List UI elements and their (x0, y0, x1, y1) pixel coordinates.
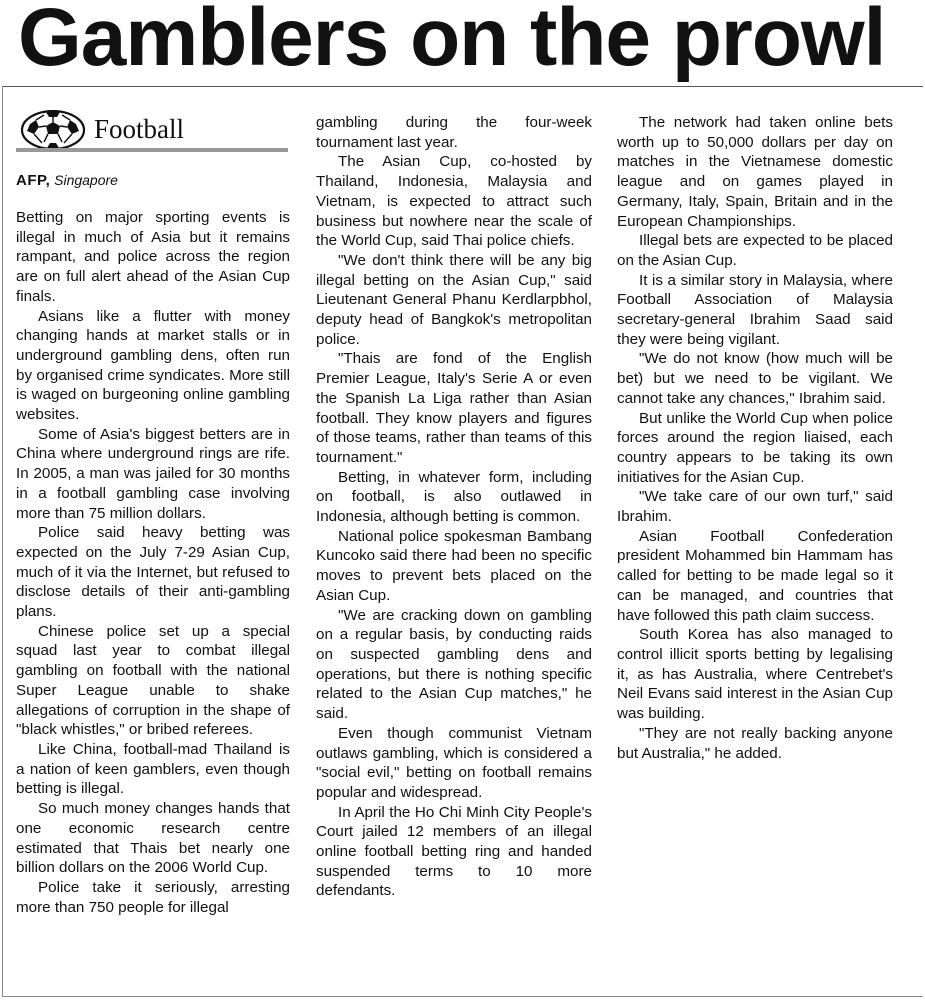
article-column-2 (316, 113, 592, 901)
article-paragraph: Betting on major sporting events is illegal in much of Asia but it remains rampant, and police across the region are on full alert ahead of the Asian Cup finals. (16, 209, 290, 305)
article-paragraph: Betting, in whatever form, including on football, is also outlawed in Indonesia, although betting is common. (316, 468, 592, 526)
article-paragraph: So much money changes hands that one economic research centre estimated that Thais bet nearly one billion dollars on the 2006 World Cup. (16, 800, 290, 877)
article-paragraph: Chinese police set up a special squad last year to combat illegal gambling on football with the national Super League unable to shake allegations of corruption in the shape of "black whistles," or bribed referees. (16, 622, 290, 739)
article-paragraph: Asians like a flutter with money changing hands at market stalls or in underground gambling dens, often run by organised crime syndicates. More still is waged on burgeoning online gambling websites. (16, 307, 290, 424)
article-paragraph: Illegal bets are expected to be placed on the Asian Cup. (617, 232, 893, 269)
article-paragraph: But unlike the World Cup when police forces around the region liaised, each country appears to be taking its own initiatives for the Asian Cup. (617, 409, 893, 486)
article-paragraph: National police spokesman Bambang Kuncoko said there had been no specific moves to prevent bets placed on the Asian Cup. (316, 527, 592, 604)
article-column-1 (16, 208, 290, 917)
byline-place: Singapore (54, 172, 118, 188)
article-paragraph: In April the Ho Chi Minh City People's Court jailed 12 members of an illegal online football betting ring and handed suspended terms to 10 more defendants. (316, 803, 592, 900)
section-label (16, 108, 288, 152)
article-paragraph: The network had taken online bets worth up to 50,000 dollars per day on matches in the Vietnamese domestic league and on games played in Germany, Italy, Spain, Britain and in the European Championships. (617, 114, 893, 230)
article-paragraph: The Asian Cup, co-hosted by Thailand, Indonesia, Malaysia and Vietnam, is expected to attract such business but nowhere near the scale of the World Cup, said Thai police chiefs. (316, 153, 592, 250)
left-border (2, 86, 3, 996)
headline-rule (2, 86, 923, 87)
article-paragraph: "We don't think there will be any big illegal betting on the Asian Cup," said Lieutenant General Phanu Kerdlarpbhol, deputy head of Bangkok's metropolitan police. (316, 251, 592, 348)
article-paragraph: Even though communist Vietnam outlaws gambling, which is considered a "social evil," betting on football remains popular and widespread. (316, 724, 592, 801)
article-paragraph: Some of Asia's biggest betters are in China where underground rings are rife. In 2005, a man was jailed for 30 months in a football gambling case involving more than 75 million dollars. (16, 425, 290, 522)
article-paragraph: Police take it seriously, arresting more than 750 people for illegal (16, 878, 290, 916)
article-paragraph: Police said heavy betting was expected on the July 7-29 Asian Cup, much of it via the Internet, but refused to disclose details of their anti-gambling plans. (16, 524, 290, 621)
article-paragraph: Asian Football Confederation president Mohammed bin Hammam has called for betting to be made legal so it can be managed, and countries that have followed this path claim success. (617, 527, 893, 624)
headline: Gamblers on the prowl (18, 0, 886, 83)
article-paragraph: Like China, football-mad Thailand is a nation of keen gamblers, even though betting is illegal. (16, 740, 290, 798)
article-paragraph: It is a similar story in Malaysia, where Football Association of Malaysia secretary-general Ibrahim Saad said they were being vigilant. (617, 271, 893, 348)
article-paragraph: "We are cracking down on gambling on a regular basis, by conducting raids on suspected gambling dens and operations, but there is nothing specific related to the Asian Cup matches," he said. (316, 606, 592, 723)
article-column-3 (617, 113, 893, 763)
section-name: Football (94, 114, 185, 144)
article-paragraph: South Korea has also managed to control illicit sports betting by legalising it, as has Australia, where Centrebet's Neil Evans said interest in the Asian Cup was building. (617, 626, 893, 723)
article-paragraph: "They are not really backing anyone but Australia," he added. (617, 724, 893, 762)
article-paragraph: "Thais are fond of the English Premier League, Italy's Serie A or even the Spanish La Liga rather than Asian football. They know players and figures of those teams, rather than teams of this tournament." (316, 350, 592, 466)
soccer-ball-icon (20, 110, 86, 150)
byline-agency: AFP, (16, 172, 51, 189)
byline (16, 172, 118, 189)
section-bar (16, 148, 288, 152)
article-paragraph: "We do not know (how much will be bet) but we need to be vigilant. We cannot take any chances," Ibrahim said. (617, 350, 893, 407)
bottom-rule (2, 996, 923, 997)
article-paragraph: gambling during the four-week tournament last year. (316, 114, 592, 151)
article-paragraph: "We take care of our own turf," said Ibrahim. (617, 488, 893, 526)
